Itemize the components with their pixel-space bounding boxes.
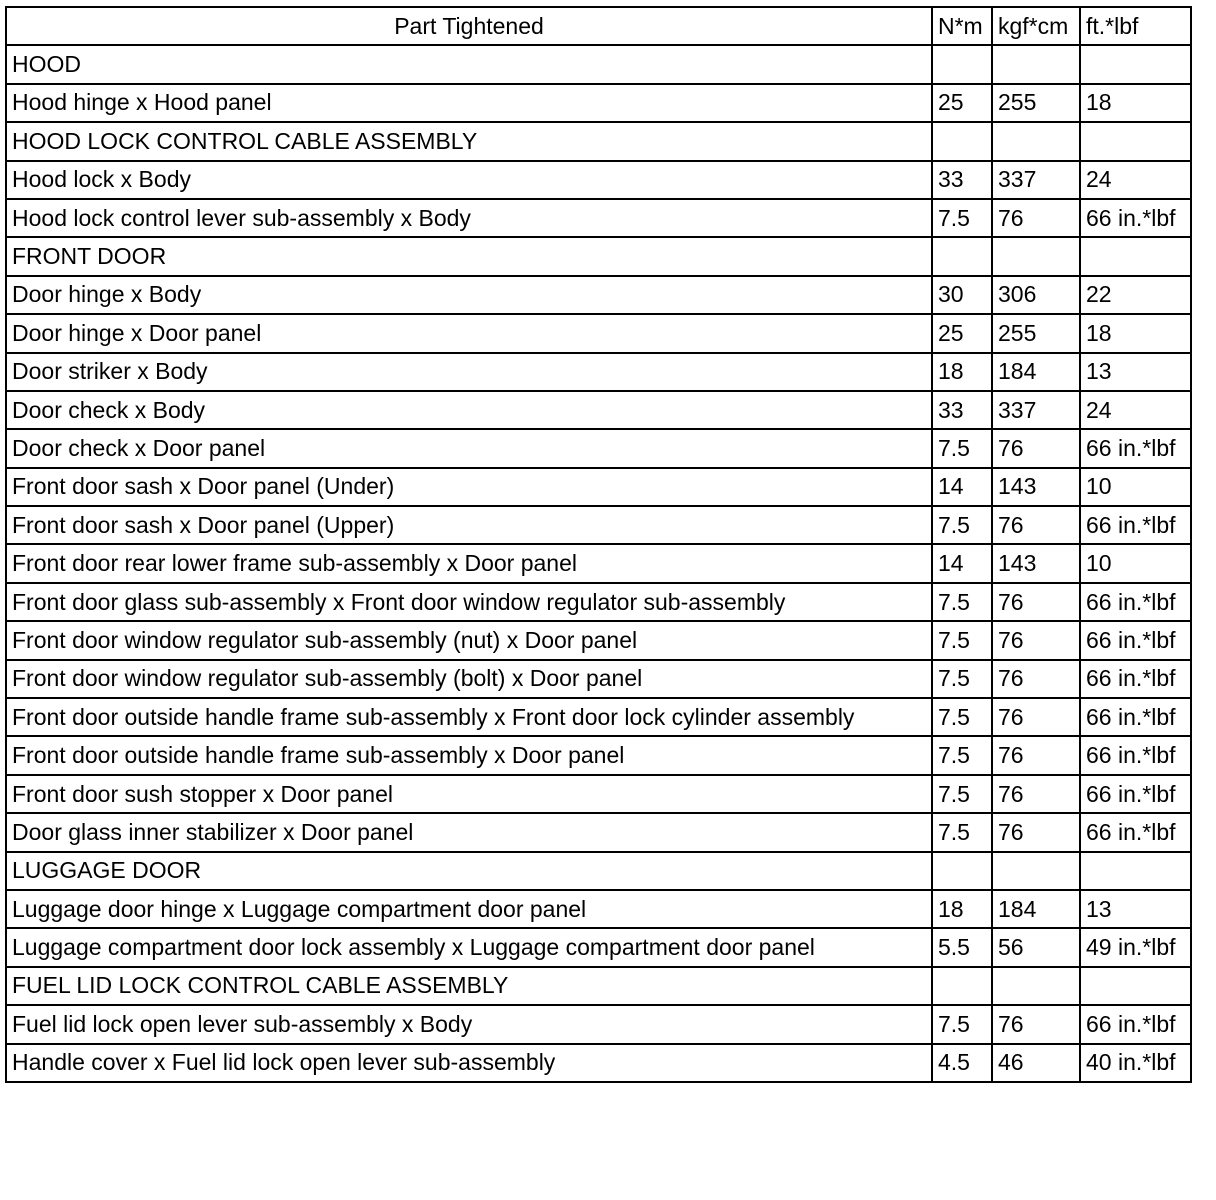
cell-kgfcm: 184	[992, 890, 1080, 928]
section-title: HOOD LOCK CONTROL CABLE ASSEMBLY	[6, 122, 932, 160]
cell-kgfcm: 76	[992, 429, 1080, 467]
cell-part: Door striker x Body	[6, 353, 932, 391]
table-row	[6, 1044, 1191, 1082]
cell-kgfcm: 76	[992, 698, 1080, 736]
table-row	[6, 813, 1191, 851]
cell-ftlbf: 66 in.*lbf	[1080, 621, 1191, 659]
cell-part: Hood lock x Body	[6, 161, 932, 199]
cell-part: Door check x Door panel	[6, 429, 932, 467]
table-row	[6, 429, 1191, 467]
cell-ftlbf	[1080, 237, 1191, 275]
cell-kgfcm: 337	[992, 391, 1080, 429]
cell-kgfcm: 76	[992, 583, 1080, 621]
cell-nm: 14	[932, 544, 992, 582]
table-row	[6, 928, 1191, 966]
cell-ftlbf	[1080, 45, 1191, 83]
cell-ftlbf	[1080, 967, 1191, 1005]
cell-kgfcm: 306	[992, 276, 1080, 314]
cell-kgfcm	[992, 852, 1080, 890]
cell-ftlbf: 18	[1080, 314, 1191, 352]
cell-nm: 7.5	[932, 698, 992, 736]
cell-kgfcm: 56	[992, 928, 1080, 966]
table-row	[6, 736, 1191, 774]
cell-nm: 4.5	[932, 1044, 992, 1082]
table-row	[6, 506, 1191, 544]
cell-kgfcm: 143	[992, 544, 1080, 582]
cell-kgfcm: 46	[992, 1044, 1080, 1082]
cell-part: Luggage compartment door lock assembly x Luggage compartment door panel	[6, 928, 932, 966]
table-row	[6, 391, 1191, 429]
cell-kgfcm: 76	[992, 506, 1080, 544]
cell-ftlbf: 24	[1080, 391, 1191, 429]
header-part-tightened: Part Tightened	[6, 7, 932, 45]
cell-nm	[932, 45, 992, 83]
cell-part: Door check x Body	[6, 391, 932, 429]
cell-ftlbf: 10	[1080, 468, 1191, 506]
section-title: HOOD	[6, 45, 932, 83]
cell-kgfcm	[992, 122, 1080, 160]
table-row	[6, 660, 1191, 698]
header-kgfcm: kgf*cm	[992, 7, 1080, 45]
cell-kgfcm: 255	[992, 84, 1080, 122]
cell-kgfcm: 255	[992, 314, 1080, 352]
cell-nm: 7.5	[932, 660, 992, 698]
table-row	[6, 698, 1191, 736]
cell-part: Door glass inner stabilizer x Door panel	[6, 813, 932, 851]
cell-ftlbf: 13	[1080, 890, 1191, 928]
section-row	[6, 852, 1191, 890]
table-row	[6, 544, 1191, 582]
cell-ftlbf: 66 in.*lbf	[1080, 429, 1191, 467]
cell-ftlbf: 40 in.*lbf	[1080, 1044, 1191, 1082]
cell-part: Front door sash x Door panel (Upper)	[6, 506, 932, 544]
cell-ftlbf: 66 in.*lbf	[1080, 736, 1191, 774]
cell-nm: 7.5	[932, 813, 992, 851]
cell-part: Front door glass sub-assembly x Front door window regulator sub-assembly	[6, 583, 932, 621]
cell-nm: 18	[932, 353, 992, 391]
cell-ftlbf: 66 in.*lbf	[1080, 660, 1191, 698]
cell-ftlbf: 10	[1080, 544, 1191, 582]
cell-kgfcm: 76	[992, 660, 1080, 698]
cell-ftlbf: 66 in.*lbf	[1080, 813, 1191, 851]
cell-kgfcm	[992, 967, 1080, 1005]
cell-part: Door hinge x Body	[6, 276, 932, 314]
cell-nm: 5.5	[932, 928, 992, 966]
cell-kgfcm: 76	[992, 1005, 1080, 1043]
cell-nm: 7.5	[932, 429, 992, 467]
header-nm: N*m	[932, 7, 992, 45]
cell-kgfcm: 76	[992, 736, 1080, 774]
cell-nm: 18	[932, 890, 992, 928]
table-row	[6, 890, 1191, 928]
cell-nm	[932, 237, 992, 275]
table-row	[6, 583, 1191, 621]
section-row	[6, 45, 1191, 83]
cell-ftlbf: 66 in.*lbf	[1080, 199, 1191, 237]
cell-part: Hood lock control lever sub-assembly x Body	[6, 199, 932, 237]
cell-ftlbf: 66 in.*lbf	[1080, 1005, 1191, 1043]
cell-part: Hood hinge x Hood panel	[6, 84, 932, 122]
cell-part: Luggage door hinge x Luggage compartment door panel	[6, 890, 932, 928]
cell-kgfcm: 76	[992, 813, 1080, 851]
section-title: FRONT DOOR	[6, 237, 932, 275]
cell-nm: 30	[932, 276, 992, 314]
cell-kgfcm	[992, 45, 1080, 83]
cell-part: Front door sush stopper x Door panel	[6, 775, 932, 813]
cell-nm: 7.5	[932, 199, 992, 237]
cell-ftlbf: 13	[1080, 353, 1191, 391]
cell-ftlbf	[1080, 852, 1191, 890]
cell-ftlbf: 18	[1080, 84, 1191, 122]
table-row	[6, 199, 1191, 237]
table-row	[6, 775, 1191, 813]
table-row	[6, 161, 1191, 199]
cell-ftlbf: 22	[1080, 276, 1191, 314]
cell-ftlbf: 49 in.*lbf	[1080, 928, 1191, 966]
cell-part: Front door window regulator sub-assembly (nut) x Door panel	[6, 621, 932, 659]
cell-ftlbf	[1080, 122, 1191, 160]
cell-part: Front door sash x Door panel (Under)	[6, 468, 932, 506]
cell-ftlbf: 66 in.*lbf	[1080, 506, 1191, 544]
cell-ftlbf: 66 in.*lbf	[1080, 775, 1191, 813]
table-row	[6, 353, 1191, 391]
table-row	[6, 314, 1191, 352]
cell-part: Handle cover x Fuel lid lock open lever sub-assembly	[6, 1044, 932, 1082]
section-title: FUEL LID LOCK CONTROL CABLE ASSEMBLY	[6, 967, 932, 1005]
cell-ftlbf: 66 in.*lbf	[1080, 583, 1191, 621]
cell-nm: 7.5	[932, 1005, 992, 1043]
cell-part: Front door outside handle frame sub-assembly x Front door lock cylinder assembly	[6, 698, 932, 736]
cell-kgfcm: 337	[992, 161, 1080, 199]
cell-ftlbf: 24	[1080, 161, 1191, 199]
cell-nm: 25	[932, 314, 992, 352]
table-header-row	[6, 7, 1191, 45]
section-title: LUGGAGE DOOR	[6, 852, 932, 890]
cell-nm: 33	[932, 161, 992, 199]
header-ftlbf: ft.*lbf	[1080, 7, 1191, 45]
cell-nm: 33	[932, 391, 992, 429]
section-row	[6, 122, 1191, 160]
torque-spec-table	[5, 6, 1192, 1083]
cell-kgfcm: 76	[992, 775, 1080, 813]
table-body	[6, 45, 1191, 1082]
cell-ftlbf: 66 in.*lbf	[1080, 698, 1191, 736]
section-row	[6, 967, 1191, 1005]
cell-part: Fuel lid lock open lever sub-assembly x Body	[6, 1005, 932, 1043]
cell-part: Front door rear lower frame sub-assembly x Door panel	[6, 544, 932, 582]
cell-kgfcm: 76	[992, 621, 1080, 659]
table-row	[6, 84, 1191, 122]
cell-nm: 25	[932, 84, 992, 122]
section-row	[6, 237, 1191, 275]
cell-nm	[932, 967, 992, 1005]
cell-kgfcm: 76	[992, 199, 1080, 237]
cell-kgfcm: 143	[992, 468, 1080, 506]
table-row	[6, 1005, 1191, 1043]
cell-nm: 7.5	[932, 621, 992, 659]
table-row	[6, 468, 1191, 506]
table-row	[6, 276, 1191, 314]
cell-nm: 7.5	[932, 775, 992, 813]
cell-kgfcm: 184	[992, 353, 1080, 391]
cell-nm	[932, 122, 992, 160]
cell-part: Door hinge x Door panel	[6, 314, 932, 352]
cell-nm: 14	[932, 468, 992, 506]
cell-nm: 7.5	[932, 736, 992, 774]
cell-nm: 7.5	[932, 506, 992, 544]
cell-kgfcm	[992, 237, 1080, 275]
cell-nm	[932, 852, 992, 890]
cell-nm: 7.5	[932, 583, 992, 621]
cell-part: Front door window regulator sub-assembly (bolt) x Door panel	[6, 660, 932, 698]
table-row	[6, 621, 1191, 659]
cell-part: Front door outside handle frame sub-assembly x Door panel	[6, 736, 932, 774]
